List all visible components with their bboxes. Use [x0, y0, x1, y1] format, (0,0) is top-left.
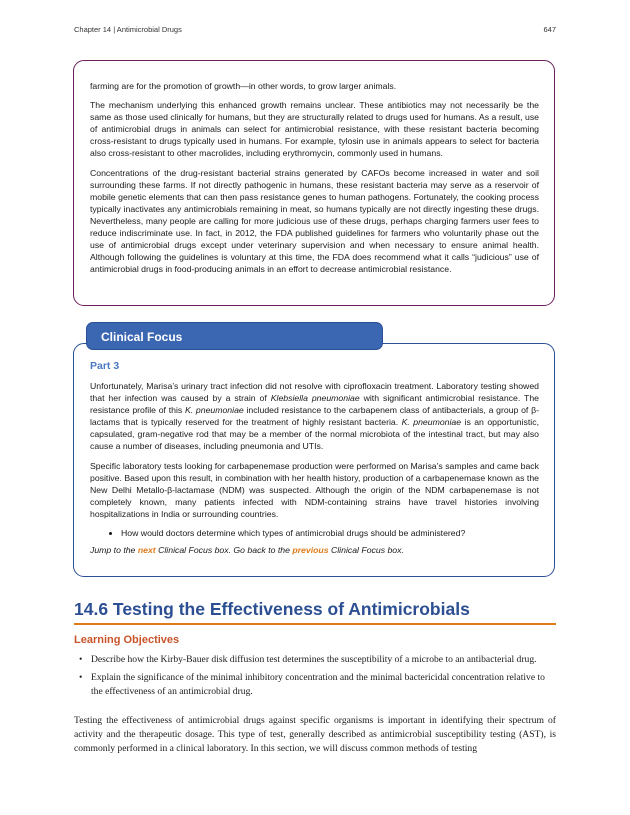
clinical-focus-paragraph: Unfortunately, Marisa’s urinary tract infection did not resolve with ciprofloxacin treatment. Laboratory testing showed that her infection was caused by a strain of Klebsiella pneumoniae with significant antimicrobial resistance. The resistance profile of this K. pneumoniae included resistance to the carbapenem class of antibacterials, a group of β-lactams that is typically reserved for the treatment of highly resistant bacteria. K. pneumoniae is an opportunistic, capsulated, gram-negative rod that may be a member of the normal microbiota of the intestinal tract, but may also cause a number of diseases, including pneumonia and UTIs.	[90, 381, 539, 452]
clinical-focus-questions	[90, 527, 539, 539]
learning-objective: • Describe how the Kirby-Bauer disk diffusion test determines the susceptibility of a microbe to an antibacterial drug.	[91, 653, 556, 667]
section-title-rule	[74, 623, 556, 625]
clinical-focus-question: • How would doctors determine which types of antimicrobial drugs should be administered?	[121, 527, 539, 539]
species-name: K. pneumoniae	[401, 417, 462, 428]
learning-objective: • Explain the significance of the minimal inhibitory concentration and the minimal bactericidal concentration relative to the effectiveness of an antimicrobial drug.	[91, 671, 556, 699]
feature-paragraph: farming are for the promotion of growth—in other words, to grow larger animals.	[90, 81, 397, 91]
previous-link[interactable]: previous	[292, 545, 329, 556]
clinical-focus-navigation: Jump to the next Clinical Focus box. Go back to the previous Clinical Focus box.	[90, 545, 404, 556]
learning-objectives-list	[74, 653, 556, 704]
species-name: Klebsiella pneumoniae	[270, 393, 360, 404]
running-header-chapter: Chapter 14 | Antimicrobial Drugs	[74, 25, 182, 34]
next-link[interactable]: next	[137, 545, 156, 556]
feature-box-continued	[73, 60, 555, 306]
page-number: 647	[543, 25, 556, 34]
clinical-focus-box	[73, 343, 555, 577]
section-title: 14.6 Testing the Effectiveness of Antimicrobials	[74, 599, 470, 619]
species-name: K. pneumoniae	[184, 405, 244, 416]
feature-paragraph: The mechanism underlying this enhanced growth remains unclear. These antibiotics may not necessarily be the same as those used clinically for humans, but they are structurally related to drugs used for humans. As a result, use of antimicrobial drugs in animals can select for antimicrobial resistance, with these resistant bacteria becoming cross-resistant to drugs typically used in humans. For example, tylosin use in animals appears to select for bacteria also cross-resistant to other macrolides, including erythromycin, commonly used in humans.	[90, 100, 539, 159]
clinical-focus-tab: Clinical Focus	[86, 322, 383, 350]
feature-paragraph: Concentrations of the drug-resistant bacterial strains generated by CAFOs become increased in water and soil surrounding these farms. If not directly pathogenic in humans, these resistant bacteria may serve as a reservoir of mobile genetic elements that can then pass resistance genes to human pathogens. Fortunately, the cooking process typically inactivates any antimicrobials remaining in meat, so humans typically are not directly ingesting these drugs. Nevertheless, many people are calling for more judicious use of these drugs, perhaps charging farmers user fees to reduce indiscriminate use. In fact, in 2012, the FDA published guidelines for farmers who voluntarily phase out the use of antimicrobial drugs except under veterinary supervision and when necessary to ensure animal health. Although following the guidelines is voluntary at this time, the FDA does recommend what it calls “judicious” use of antimicrobial drugs in food-producing animals in an effort to decrease antimicrobial resistance.	[90, 167, 539, 275]
section-body-paragraph: Testing the effectiveness of antimicrobial drugs against specific organisms is important in identifying their spectrum of activity and the therapeutic dosage. This type of test, generally described as antimicrobial susceptibility testing (AST), is commonly performed in a clinical laboratory. In this section, we will discuss common methods of testing	[74, 715, 556, 755]
learning-objectives-title: Learning Objectives	[74, 634, 180, 646]
clinical-focus-part-heading: Part 3	[90, 360, 120, 372]
clinical-focus-paragraph: Specific laboratory tests looking for carbapenemase production were performed on Marisa’s samples and came back positive. Based upon this result, in combination with her health history, production of a carbapenemase known as the New Delhi Metallo-β-lactamase (NDM) was suspected. Although the origin of the NDM carbapenemase is not completely known, many patients infected with NDM-containing strains have travel histories involving hospitalizations in India or surrounding countries.	[90, 460, 539, 519]
